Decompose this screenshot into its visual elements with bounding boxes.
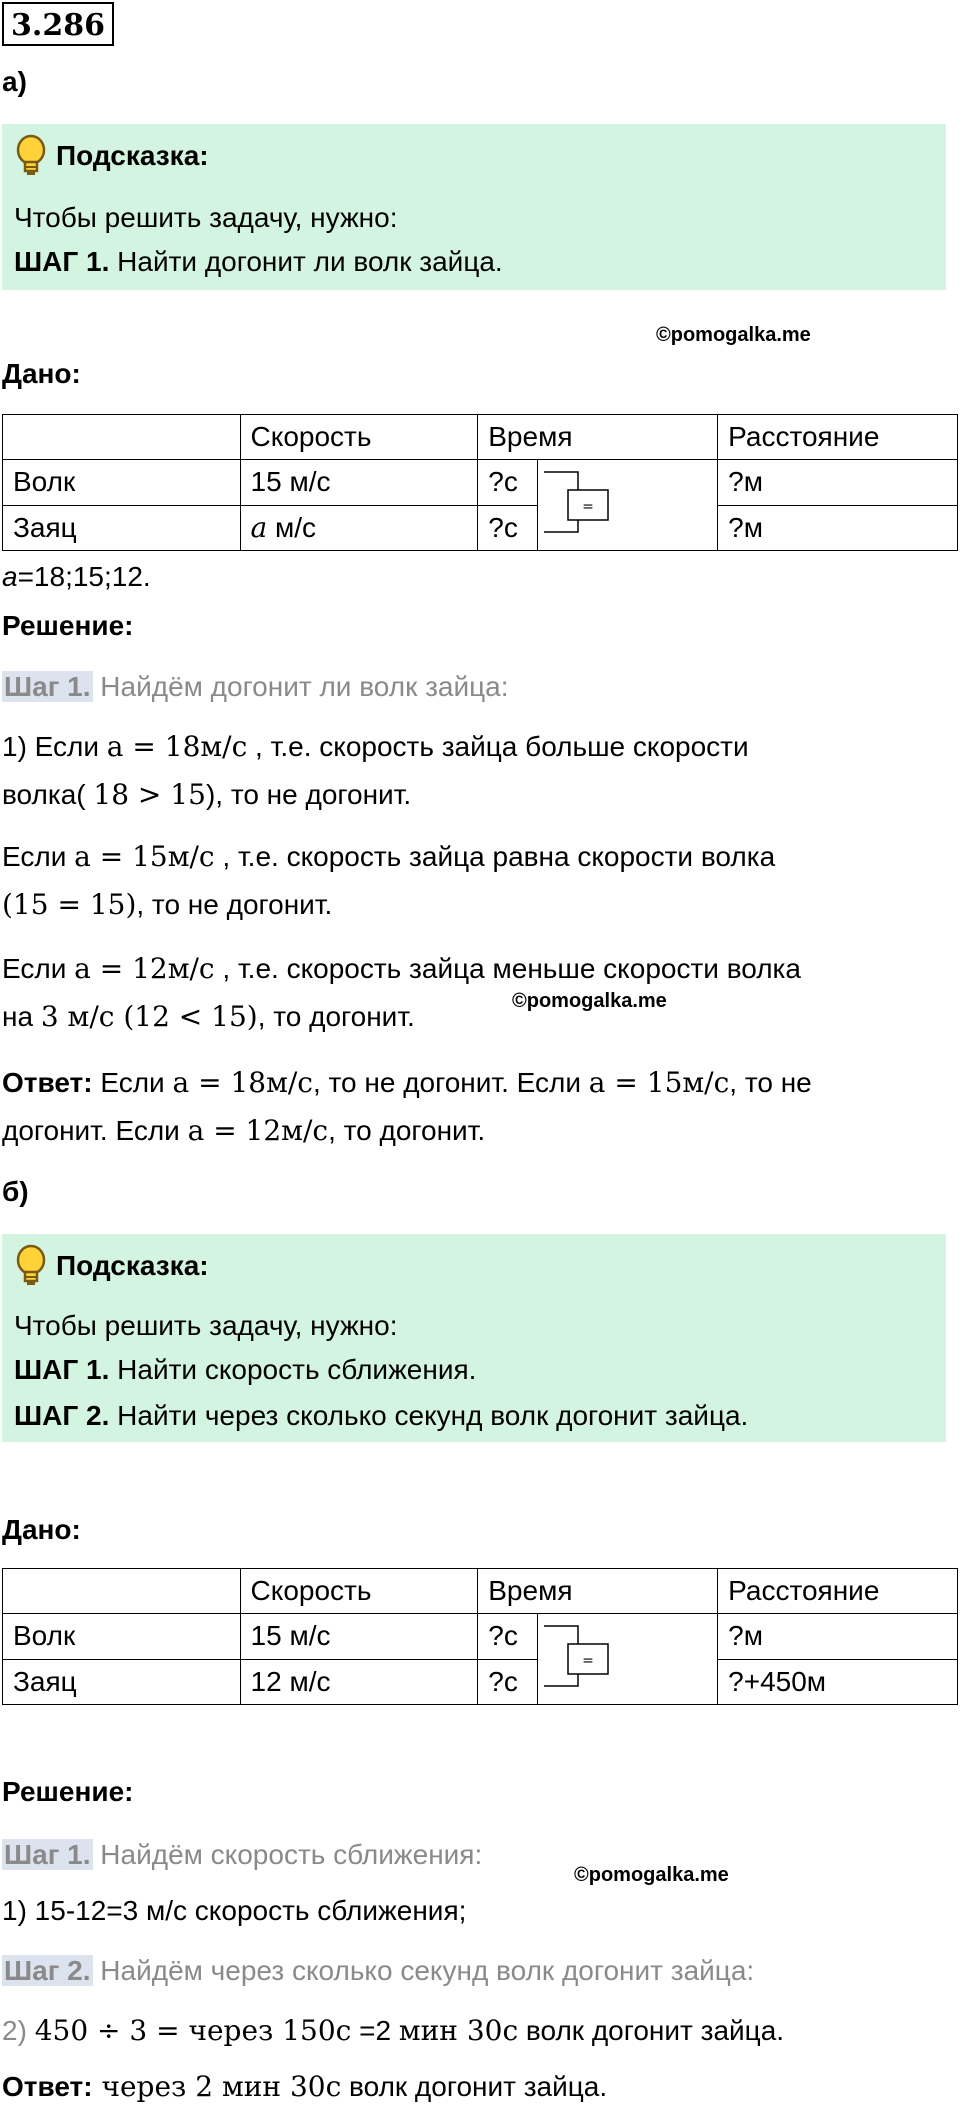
lightbulb-icon [14, 134, 48, 178]
hint-step-1 [14, 1354, 476, 1386]
hint-title: Подсказка: [56, 1250, 209, 1281]
table-header-row [3, 415, 958, 460]
speed-unit: м/с [267, 512, 317, 544]
time-relation-schema [538, 460, 718, 551]
step-1-b [2, 1838, 482, 1872]
answer-a-line-1 [2, 1066, 812, 1100]
math-expression: a = 18м/с [172, 1066, 313, 1099]
step-text: Найдём через сколько секунд волк догонит зайца: [92, 1955, 755, 1986]
solution-line-4 [2, 888, 332, 922]
table-cell: ?м [718, 1614, 958, 1660]
step-label: Шаг 2. [4, 1955, 91, 1986]
text: =2 [351, 2015, 399, 2046]
variable-a: a [2, 561, 18, 592]
table-cell: Скорость [240, 415, 478, 460]
table-row [3, 460, 958, 506]
solution-line-2 [2, 778, 411, 812]
answer-label: Ответ: [2, 1067, 93, 1098]
table-row [3, 505, 958, 551]
solution-label-a: Решение: [2, 610, 134, 641]
table-row [3, 1614, 958, 1660]
hint-step-text: Найти догонит ли волк зайца. [109, 246, 503, 277]
hint-box-b [2, 1234, 946, 1442]
bracket-diagram [538, 1614, 716, 1704]
given-label-a: Дано: [2, 358, 81, 389]
hint-step-label: ШАГ 1. [14, 246, 110, 277]
solution-label-b: Решение: [2, 1776, 134, 1807]
text: Если [2, 841, 75, 872]
table-cell [3, 415, 241, 460]
text: догонит. Если [2, 1115, 188, 1146]
table-cell: ?+450м [718, 1659, 958, 1705]
text: волк догонит зайца. [341, 2071, 608, 2102]
table-cell: ?м [718, 505, 958, 551]
hint-step-text: Найти через сколько секунд волк догонит зайца. [109, 1400, 749, 1431]
table-cell: Скорость [240, 1569, 478, 1614]
table-cell: Волк [3, 460, 241, 506]
part-a-label: а) [2, 66, 27, 97]
text: 1) Если [2, 731, 107, 762]
hint-title: Подсказка: [56, 140, 209, 171]
time-relation-schema [538, 1614, 718, 1705]
watermark: ©pomogalka.me [512, 990, 667, 1012]
text: , то не догонит. [136, 889, 333, 920]
math-expression: мин 30с [398, 2014, 519, 2047]
answer-b [2, 2070, 607, 2104]
hint-step-1 [14, 246, 503, 278]
math-expression: a = 15м/с [588, 1066, 730, 1099]
text: волка( [2, 779, 94, 810]
table-cell: ?м [718, 460, 958, 506]
step-label: Шаг 1. [4, 1839, 91, 1870]
answer-label: Ответ: [2, 2071, 93, 2102]
math-expression: a = 12м/с [74, 952, 215, 985]
math-expression: 450 ÷ 3 = через 150с [34, 2014, 352, 2047]
hint-box-a [2, 124, 946, 290]
table-cell: ?с [478, 1614, 538, 1660]
text: Если [2, 953, 75, 984]
solution-line-6 [2, 1000, 415, 1034]
table-cell: Расстояние [718, 415, 958, 460]
table-cell: Волк [3, 1614, 241, 1660]
solution-line-5 [2, 952, 801, 986]
solution-line-3 [2, 840, 775, 874]
watermark: ©pomogalka.me [656, 324, 811, 346]
bracket-diagram [538, 460, 716, 550]
given-label-b: Дано: [2, 1514, 81, 1545]
table-cell: Время [478, 1569, 718, 1614]
text: , то не догонит. Если [312, 1067, 589, 1098]
text: , т.е. скорость зайца меньше скорости волка [214, 953, 801, 984]
line-number: 2) [2, 2015, 35, 2046]
hint-intro: Чтобы решить задачу, нужно: [14, 202, 398, 233]
text: , т.е. скорость зайца равна скорости волка [214, 841, 776, 872]
hint-step-2 [14, 1400, 748, 1432]
given-table-a [2, 414, 958, 551]
solution-line-1 [2, 730, 749, 764]
table-cell: Заяц [3, 1659, 241, 1705]
table-cell: 15 м/с [240, 460, 478, 506]
solution-b-line-2 [2, 2014, 784, 2048]
math-expression: a = 18м/с [106, 730, 248, 763]
math-expression: через 2 мин 30с [92, 2070, 342, 2103]
table-cell [240, 505, 478, 551]
equals-sign: = [582, 499, 595, 515]
lightbulb-icon [14, 1244, 48, 1288]
answer-a-line-2 [2, 1114, 485, 1148]
hint-step-label: ШАГ 1. [14, 1354, 110, 1385]
table-row [3, 1659, 958, 1705]
text: на [2, 1001, 41, 1032]
variable-a: a [250, 511, 268, 545]
table-cell: 15 м/с [240, 1614, 478, 1660]
table-cell: ?с [478, 460, 538, 506]
text: волк догонит зайца. [518, 2015, 785, 2046]
text: , то не [729, 1067, 812, 1098]
step-text: Найдём догонит ли волк зайца: [92, 671, 509, 702]
step-text: Найдём скорость сближения: [92, 1839, 483, 1870]
text: Если [92, 1067, 173, 1098]
math-expression: 18 > 15 [93, 778, 206, 811]
table-cell: Расстояние [718, 1569, 958, 1614]
table-header-row [3, 1569, 958, 1614]
text: , т.е. скорость зайца больше скорости [247, 731, 749, 762]
table-cell: Заяц [3, 505, 241, 551]
table-cell: Время [478, 415, 718, 460]
problem-number: 3.286 [2, 2, 114, 46]
solution-b-line-1: 1) 15-12=3 м/с скорость сближения; [2, 1895, 467, 1926]
table-cell: ?с [478, 1659, 538, 1705]
step-2-b [2, 1954, 754, 1988]
math-expression: 3 м/с (12 < 15) [40, 1000, 258, 1033]
table-cell: ?с [478, 505, 538, 551]
step-label: Шаг 1. [4, 671, 91, 702]
text: , то догонит. [328, 1115, 486, 1146]
a-values [2, 560, 151, 594]
part-b-label: б) [2, 1176, 29, 1207]
watermark: ©pomogalka.me [574, 1864, 729, 1886]
a-values-text: =18;15;12. [17, 561, 151, 592]
table-cell: 12 м/с [240, 1659, 478, 1705]
hint-intro: Чтобы решить задачу, нужно: [14, 1310, 398, 1341]
text: ), то не догонит. [205, 779, 412, 810]
math-expression: a = 12м/с [187, 1114, 329, 1147]
given-table-b [2, 1568, 958, 1705]
hint-step-label: ШАГ 2. [14, 1400, 110, 1431]
equals-sign: = [582, 1653, 595, 1669]
math-expression: (15 = 15) [2, 888, 137, 921]
table-cell [3, 1569, 241, 1614]
text: , то догонит. [257, 1001, 415, 1032]
step-1-a [2, 670, 509, 704]
hint-step-text: Найти скорость сближения. [109, 1354, 477, 1385]
math-expression: a = 15м/с [74, 840, 215, 873]
